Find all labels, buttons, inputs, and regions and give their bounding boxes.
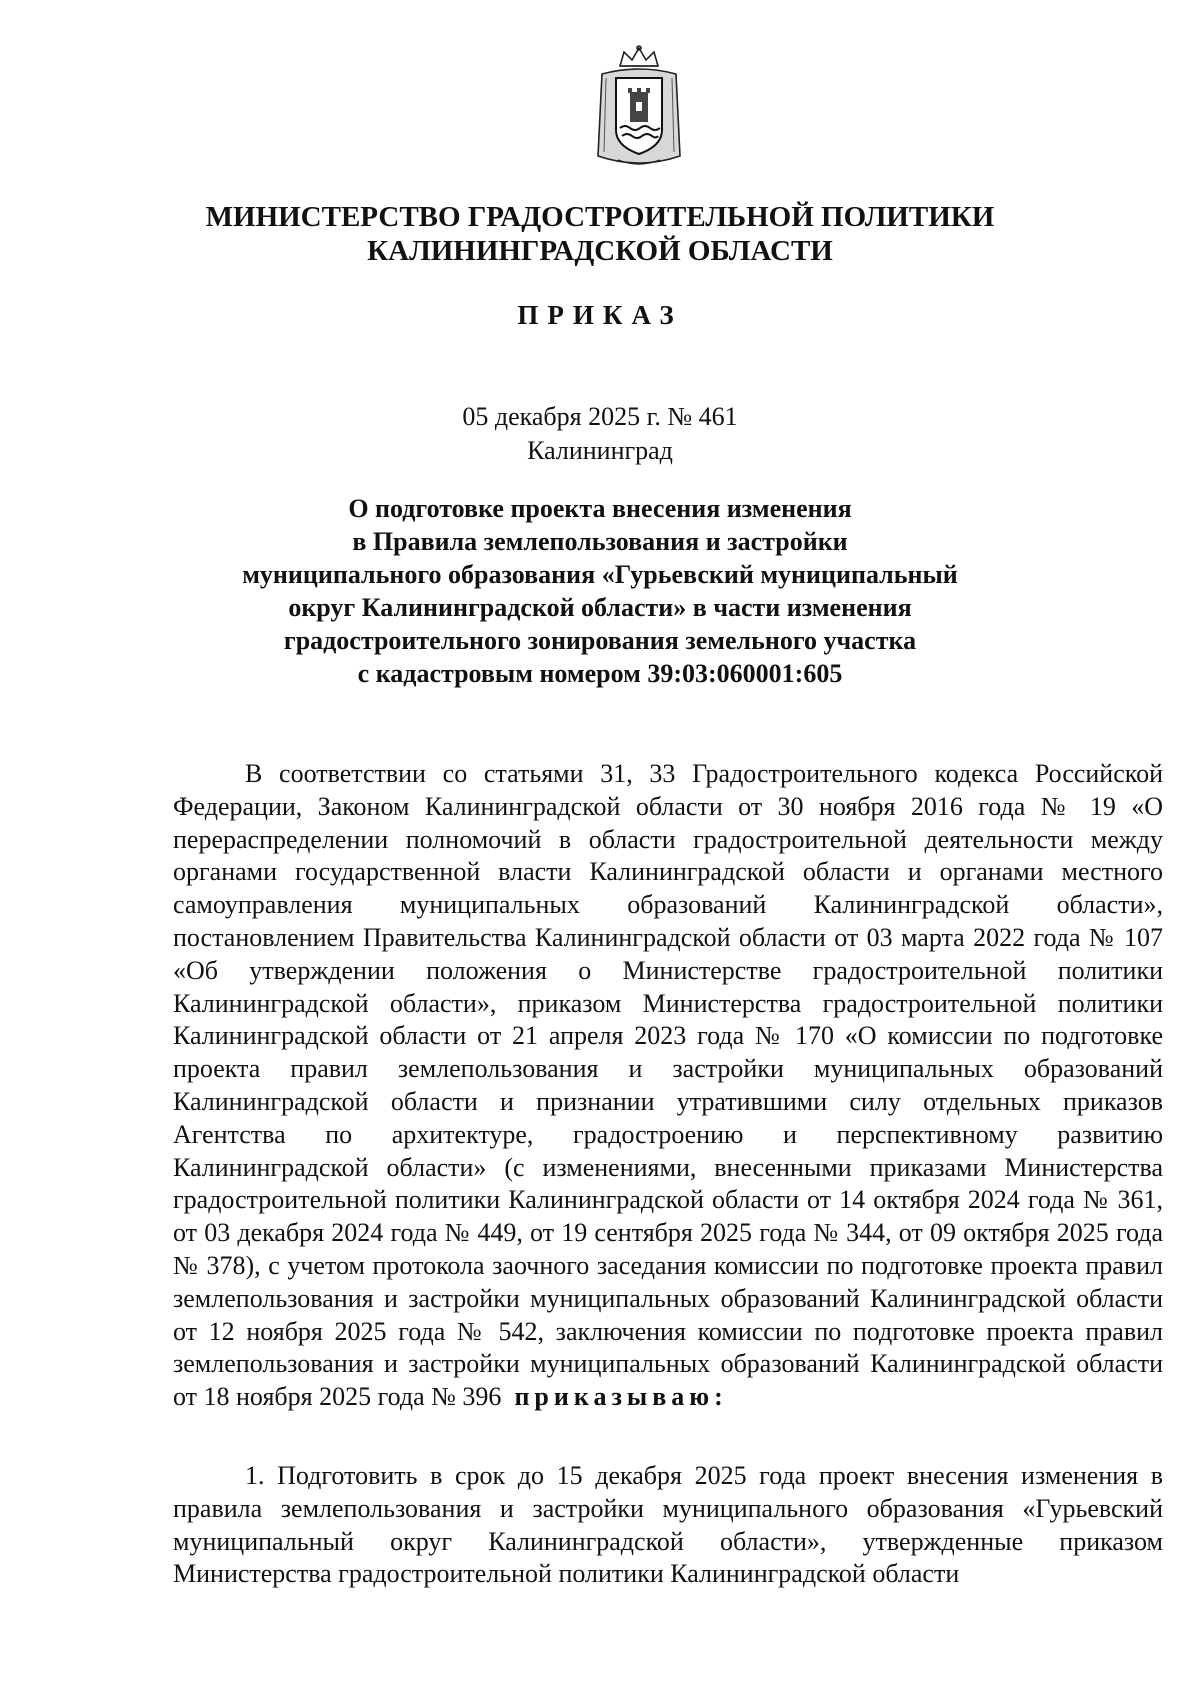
preamble-text: В соответствии со статьями 31, 33 Градостроительного кодекса Российской Федерации, Законом Калининградской области от 30 ноября 2016 года № 19 «О перераспределении полномочий в области градостроительной деятельности между органами государственной власти Калининградской области и органами местного самоуправления муниципальных образований Калининградской области», постановлением Правительства Калининградской области от 03 марта 2022 года № 107 «Об утверждении положения о Министерстве градостроительной политики Калининградской области», приказом Министерства градостроительной политики Калининградской области от 21 апреля 2023 года № 170 «О комиссии по подготовке проекта правил землепользования и застройки муниципальных образований Калининградской области и признании утратившими силу отдельных приказов Агентства по архитектуре, градостроению и перспективному развитию Калининградской области» (с изменениями, внесенными приказами Министерства градостроительной политики Калининградской области от 14 октября 2024 года № 361, от 03 декабря 2024 года № 449, от 19 сентября 2025 года № 344, от 09 октября 2025 года № 378), с учетом протокола заочного заседания комиссии по подготовке проекта правил землепользования и застройки муниципальных образований Калининградской области от 12 ноября 2025 года № 542, заключения комиссии по подготовке проекта правил землепользования и застройки муниципальных образований Калининградской области от 18 ноября 2025 года № 396 bbox=[173, 759, 1163, 1412]
order-item-1-text: 1. Подготовить в срок до 15 декабря 2025 года проект внесения изменения в правила землепользования и застройки муниципального образования «Гурьевский муниципальный округ Калининградской области», утвержденные приказом Министерства градостроительной политики Калининградской области bbox=[173, 1461, 1163, 1589]
ministry-title-line-1: МИНИСТЕРСТВО ГРАДОСТРОИТЕЛЬНОЙ ПОЛИТИКИ bbox=[205, 201, 995, 233]
subject-line: О подготовке проекта внесения изменения bbox=[348, 494, 852, 523]
subject-line: муниципального образования «Гурьевский муниципальный bbox=[242, 560, 958, 589]
subject-line: округ Калининградской области» в части изменения bbox=[288, 593, 912, 622]
date-and-number: 05 декабря 2025 г. № 461 bbox=[462, 402, 738, 431]
ministry-title bbox=[0, 200, 1200, 268]
order-verb: приказываю: bbox=[514, 1382, 728, 1412]
ministry-title-line-2: КАЛИНИНГРАДСКОЙ ОБЛАСТИ bbox=[367, 235, 833, 267]
order-item-1 bbox=[173, 1460, 1163, 1591]
preamble-paragraph bbox=[173, 758, 1163, 1414]
document-type: ПРИКАЗ bbox=[517, 300, 683, 330]
subject-line: с кадастровым номером 39:03:060001:605 bbox=[357, 659, 843, 688]
kaliningrad-coat-of-arms-icon bbox=[590, 44, 688, 174]
city: Калининград bbox=[527, 436, 673, 465]
subject-line: в Правила землепользования и застройки bbox=[352, 527, 848, 556]
order-subject bbox=[0, 492, 1200, 690]
subject-line: градостроительного зонирования земельного участка bbox=[283, 626, 917, 655]
